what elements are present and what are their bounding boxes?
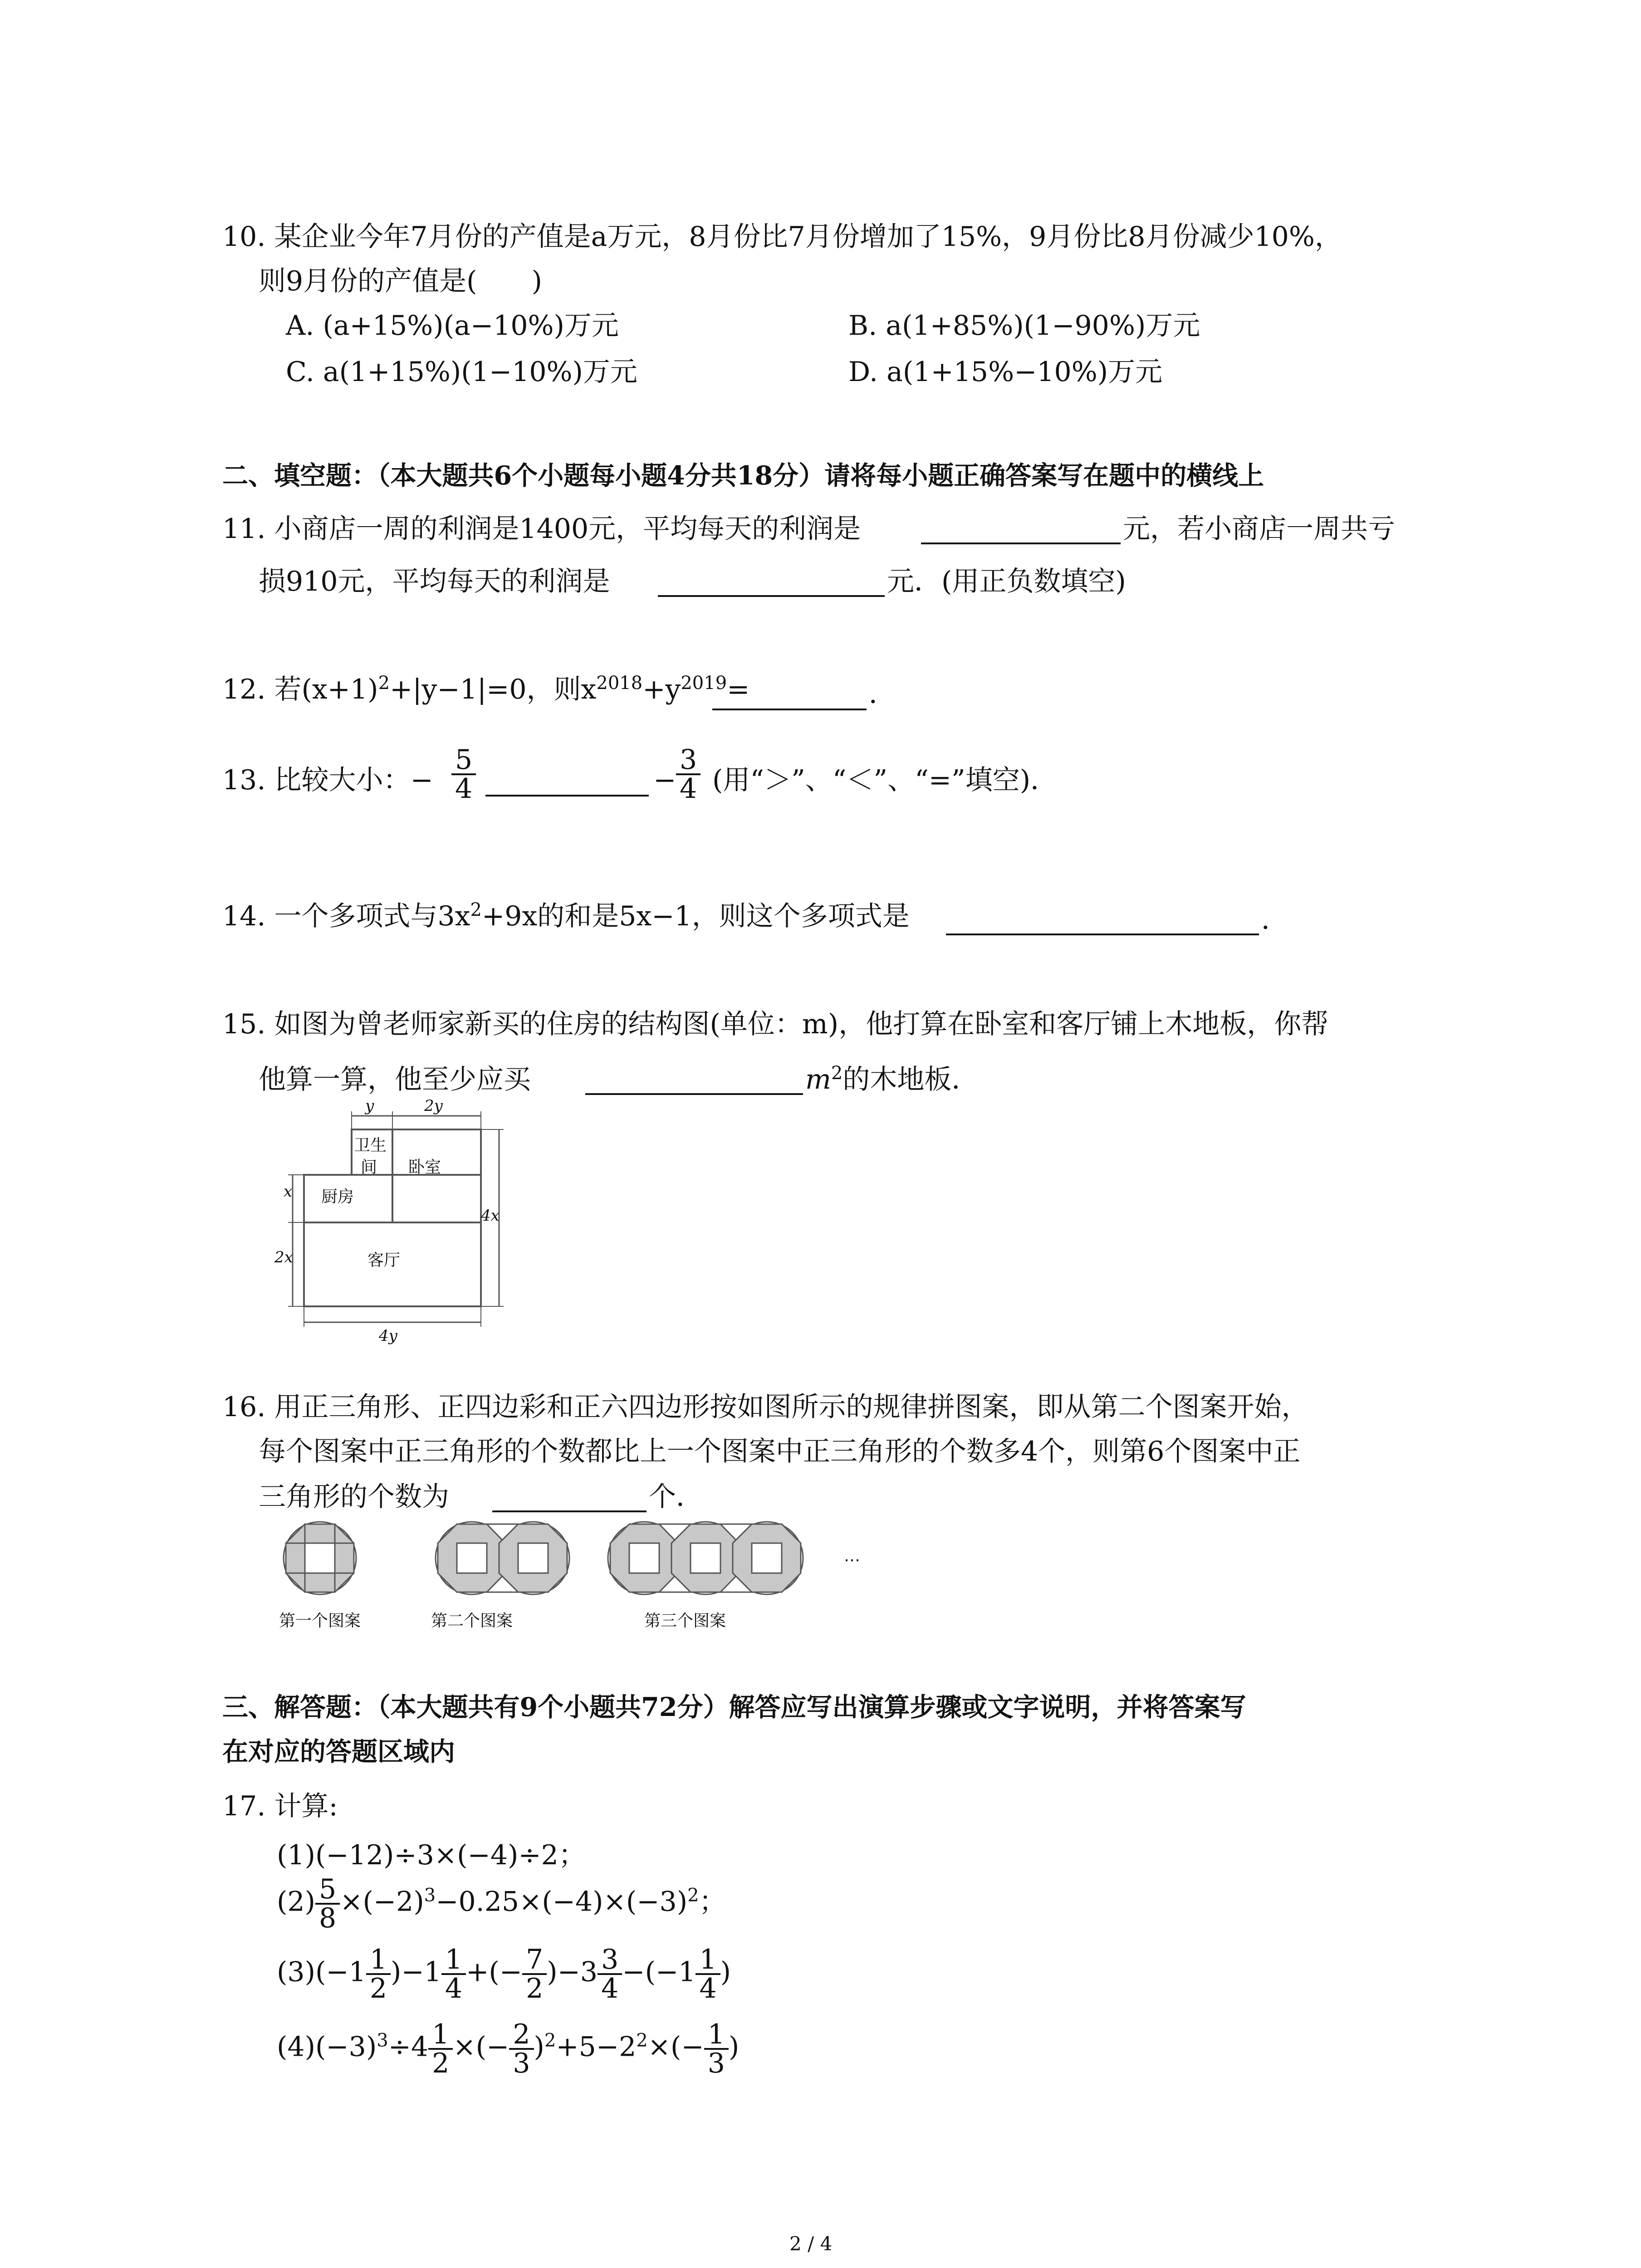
pattern-3 bbox=[608, 1522, 803, 1594]
q17-item4-f3d: 3 bbox=[707, 2048, 725, 2079]
q14-part2: +9x的和是5x−1，则这个多项式是 bbox=[481, 900, 910, 932]
q10-option-d: D. a(1+15%−10%)万元 bbox=[848, 356, 1163, 388]
q17-item4-f: ×(− bbox=[647, 2031, 704, 2063]
q17-item4-f1d: 2 bbox=[432, 2048, 450, 2079]
fig-label-4x: 4x bbox=[481, 1207, 500, 1225]
q11-blank1 bbox=[921, 543, 1121, 544]
q13-frac2-den: 4 bbox=[680, 773, 697, 805]
q17-title: 17. 计算: bbox=[222, 1790, 338, 1822]
fig-label-kitchen: 厨房 bbox=[321, 1188, 354, 1206]
fig-label-2y: 2y bbox=[424, 1097, 443, 1115]
q17-item3-a: (3)(−1 bbox=[277, 1956, 366, 1988]
q17-item4-f1n: 1 bbox=[428, 2021, 453, 2050]
q11-part3: 损910元，平均每天的利润是 bbox=[259, 566, 610, 597]
q16-part1: 三角形的个数为 bbox=[259, 1481, 449, 1513]
q14-part1: 14. 一个多项式与3x bbox=[222, 900, 470, 932]
q17-item2-den: 8 bbox=[319, 1902, 337, 1934]
q13-frac1-num: 5 bbox=[451, 746, 476, 775]
q17-item2-b: −0.25×(−4)×(−3) bbox=[436, 1886, 688, 1918]
q17-item2-prefix: (2) bbox=[277, 1886, 315, 1918]
pattern-2 bbox=[436, 1522, 569, 1594]
fig-label-living: 客厅 bbox=[367, 1251, 401, 1270]
q10-option-a: A. (a+15%)(a−10%)万元 bbox=[286, 310, 619, 342]
pattern-caption-2: 第二个图案 bbox=[431, 1612, 513, 1630]
fig-label-4y: 4y bbox=[379, 1327, 397, 1345]
q12-part1: 12. 若(x+1) bbox=[222, 674, 378, 705]
pattern-caption-1: 第一个图案 bbox=[279, 1612, 361, 1630]
tiling-patterns-figure bbox=[277, 1520, 867, 1597]
q12-blank bbox=[712, 709, 867, 710]
fig-label-bathroom2: 间 bbox=[361, 1158, 377, 1177]
q17-item4-g: ) bbox=[728, 2031, 740, 2063]
q12-part3: +y bbox=[642, 674, 681, 705]
q12-expression bbox=[222, 673, 750, 705]
q17-item4-d: ) bbox=[534, 2031, 544, 2063]
q17-item3-f5d: 4 bbox=[699, 1973, 717, 2004]
q12-part2: +|y−1|=0，则x bbox=[390, 674, 597, 705]
q13-frac2-num: 3 bbox=[676, 746, 700, 775]
q16-part2: 个． bbox=[649, 1481, 703, 1513]
q11-part1: 11. 小商店一周的利润是1400元，平均每天的利润是 bbox=[222, 513, 861, 545]
q17-item3-f4n: 3 bbox=[598, 1946, 622, 1975]
q14-exp1: 2 bbox=[470, 899, 482, 920]
q10-option-c: C. a(1+15%)(1−10%)万元 bbox=[286, 356, 637, 388]
q17-item4-c: ×(− bbox=[453, 2031, 509, 2063]
q12-exp2: 2018 bbox=[596, 673, 643, 694]
fig-label-2x: 2x bbox=[274, 1248, 293, 1266]
section2-heading: 二、填空题：（本大题共6个小题每小题4分共18分）请将每小题正确答案写在题中的横线上 bbox=[222, 460, 1264, 491]
q17-item3-f3d: 2 bbox=[526, 1973, 544, 2004]
q13-blank bbox=[485, 795, 649, 797]
q15-part1: 他算一算，他至少应买 bbox=[259, 1064, 531, 1095]
q12-exp1: 2 bbox=[378, 673, 390, 694]
q17-item3-f1n: 1 bbox=[366, 1946, 391, 1975]
section3-heading-line2: 在对应的答题区域内 bbox=[222, 1736, 455, 1767]
q14-part3: ． bbox=[1261, 904, 1288, 936]
q13-fraction1 bbox=[451, 744, 476, 805]
q13-frac1-den: 4 bbox=[455, 773, 473, 805]
q17-item3-b: )−1 bbox=[391, 1956, 441, 1988]
q17-item4-exp2: 2 bbox=[544, 2030, 556, 2051]
q15-part3: 的木地板． bbox=[843, 1064, 979, 1095]
q17-item4 bbox=[277, 2021, 739, 2077]
q17-item2-exp1: 3 bbox=[424, 1885, 436, 1906]
fig-label-y: y bbox=[365, 1097, 374, 1115]
q15-unit-m: m bbox=[805, 1064, 831, 1095]
q16-line2: 每个图案中正三角形的个数都比上一个图案中正三角形的个数多4个，则第6个图案中正 bbox=[259, 1436, 1301, 1467]
pattern-ellipsis: … bbox=[844, 1547, 860, 1565]
q12-part4: = bbox=[727, 674, 750, 705]
q15-line1: 15. 如图为曾老师家新买的住房的结构图(单位：m)，他打算在卧室和客厅铺上木地板，你帮 bbox=[222, 1008, 1329, 1040]
q17-item3-f3n: 7 bbox=[522, 1946, 547, 1975]
q17-item4-b: ÷4 bbox=[388, 2031, 429, 2063]
q17-item2 bbox=[277, 1873, 726, 1934]
q14-blank bbox=[946, 934, 1259, 935]
q17-item4-exp1: 3 bbox=[377, 2030, 388, 2051]
q13-part3: (用“＞”、“＜”、“=”填空)． bbox=[712, 764, 1058, 796]
q17-item4-e: +5−2 bbox=[556, 2031, 637, 2063]
q11-blank2 bbox=[658, 595, 885, 597]
q17-item3-e: −(−1 bbox=[622, 1956, 696, 1988]
q10-line1: 10. 某企业今年7月份的产值是a万元，8月份比7月份增加了15%，9月份比8月份减少10%， bbox=[222, 221, 1342, 253]
pattern-caption-3: 第三个图案 bbox=[644, 1612, 726, 1630]
q16-blank bbox=[492, 1510, 647, 1512]
q14-expression bbox=[222, 899, 910, 932]
q13-fraction2 bbox=[676, 744, 700, 805]
q17-item4-exp3: 2 bbox=[636, 2030, 648, 2051]
q16-line1: 16. 用正三角形、正四边彩和正六四边形按如图所示的规律拼图案，即从第二个图案开始， bbox=[222, 1391, 1309, 1423]
section3-heading-line1: 三、解答题：（本大题共有9个小题共72分）解答应写出演算步骤或文字说明，并将答案写 bbox=[222, 1692, 1246, 1722]
q17-item1: (1)(−12)÷3×(−4)÷2； bbox=[277, 1839, 586, 1871]
q15-blank bbox=[585, 1093, 803, 1095]
q17-item2-exp2: 2 bbox=[687, 1885, 699, 1906]
pattern-1 bbox=[284, 1522, 356, 1594]
q12-part5: ． bbox=[869, 678, 896, 710]
q17-item3-f2n: 1 bbox=[441, 1946, 466, 1975]
q17-item4-f2d: 3 bbox=[513, 2048, 530, 2079]
q17-item3-f2d: 4 bbox=[445, 1973, 463, 2004]
q10-line2: 则9月份的产值是( ) bbox=[259, 265, 542, 297]
q17-item4-a: (4)(−3) bbox=[277, 2031, 377, 2063]
q15-unit-exp: 2 bbox=[831, 1063, 843, 1084]
q17-item3-f5n: 1 bbox=[696, 1946, 720, 1975]
q17-item2-num: 5 bbox=[315, 1876, 340, 1905]
q12-exp3: 2019 bbox=[681, 673, 727, 694]
q17-item4-f3n: 1 bbox=[704, 2021, 729, 2050]
fig-label-bathroom1: 卫生 bbox=[354, 1136, 387, 1155]
q17-item3-c: +(− bbox=[466, 1956, 523, 1988]
q13-part2: − bbox=[653, 764, 676, 796]
q17-item2-c: ； bbox=[699, 1886, 726, 1918]
fig-label-bedroom: 卧室 bbox=[408, 1158, 441, 1177]
fig-label-x: x bbox=[284, 1183, 293, 1201]
q17-item4-f2n: 2 bbox=[509, 2021, 534, 2050]
q17-item3-f4d: 4 bbox=[601, 1973, 619, 2004]
q15-unit bbox=[805, 1063, 979, 1095]
q10-option-b: B. a(1+85%)(1−90%)万元 bbox=[848, 310, 1200, 342]
q17-item3-d: )−3 bbox=[547, 1956, 598, 1988]
q13-part1: 13. 比较大小：− bbox=[222, 764, 433, 796]
page-number: 2 / 4 bbox=[789, 2233, 833, 2255]
q11-part4: 元．(用正负数填空) bbox=[887, 566, 1126, 597]
q11-part2: 元，若小商店一周共亏 bbox=[1123, 513, 1395, 545]
q17-item3 bbox=[277, 1946, 731, 2002]
q17-item2-a: ×(−2) bbox=[340, 1886, 424, 1918]
q17-item3-f1d: 2 bbox=[369, 1973, 387, 2004]
q17-item3-f: ) bbox=[720, 1956, 731, 1988]
